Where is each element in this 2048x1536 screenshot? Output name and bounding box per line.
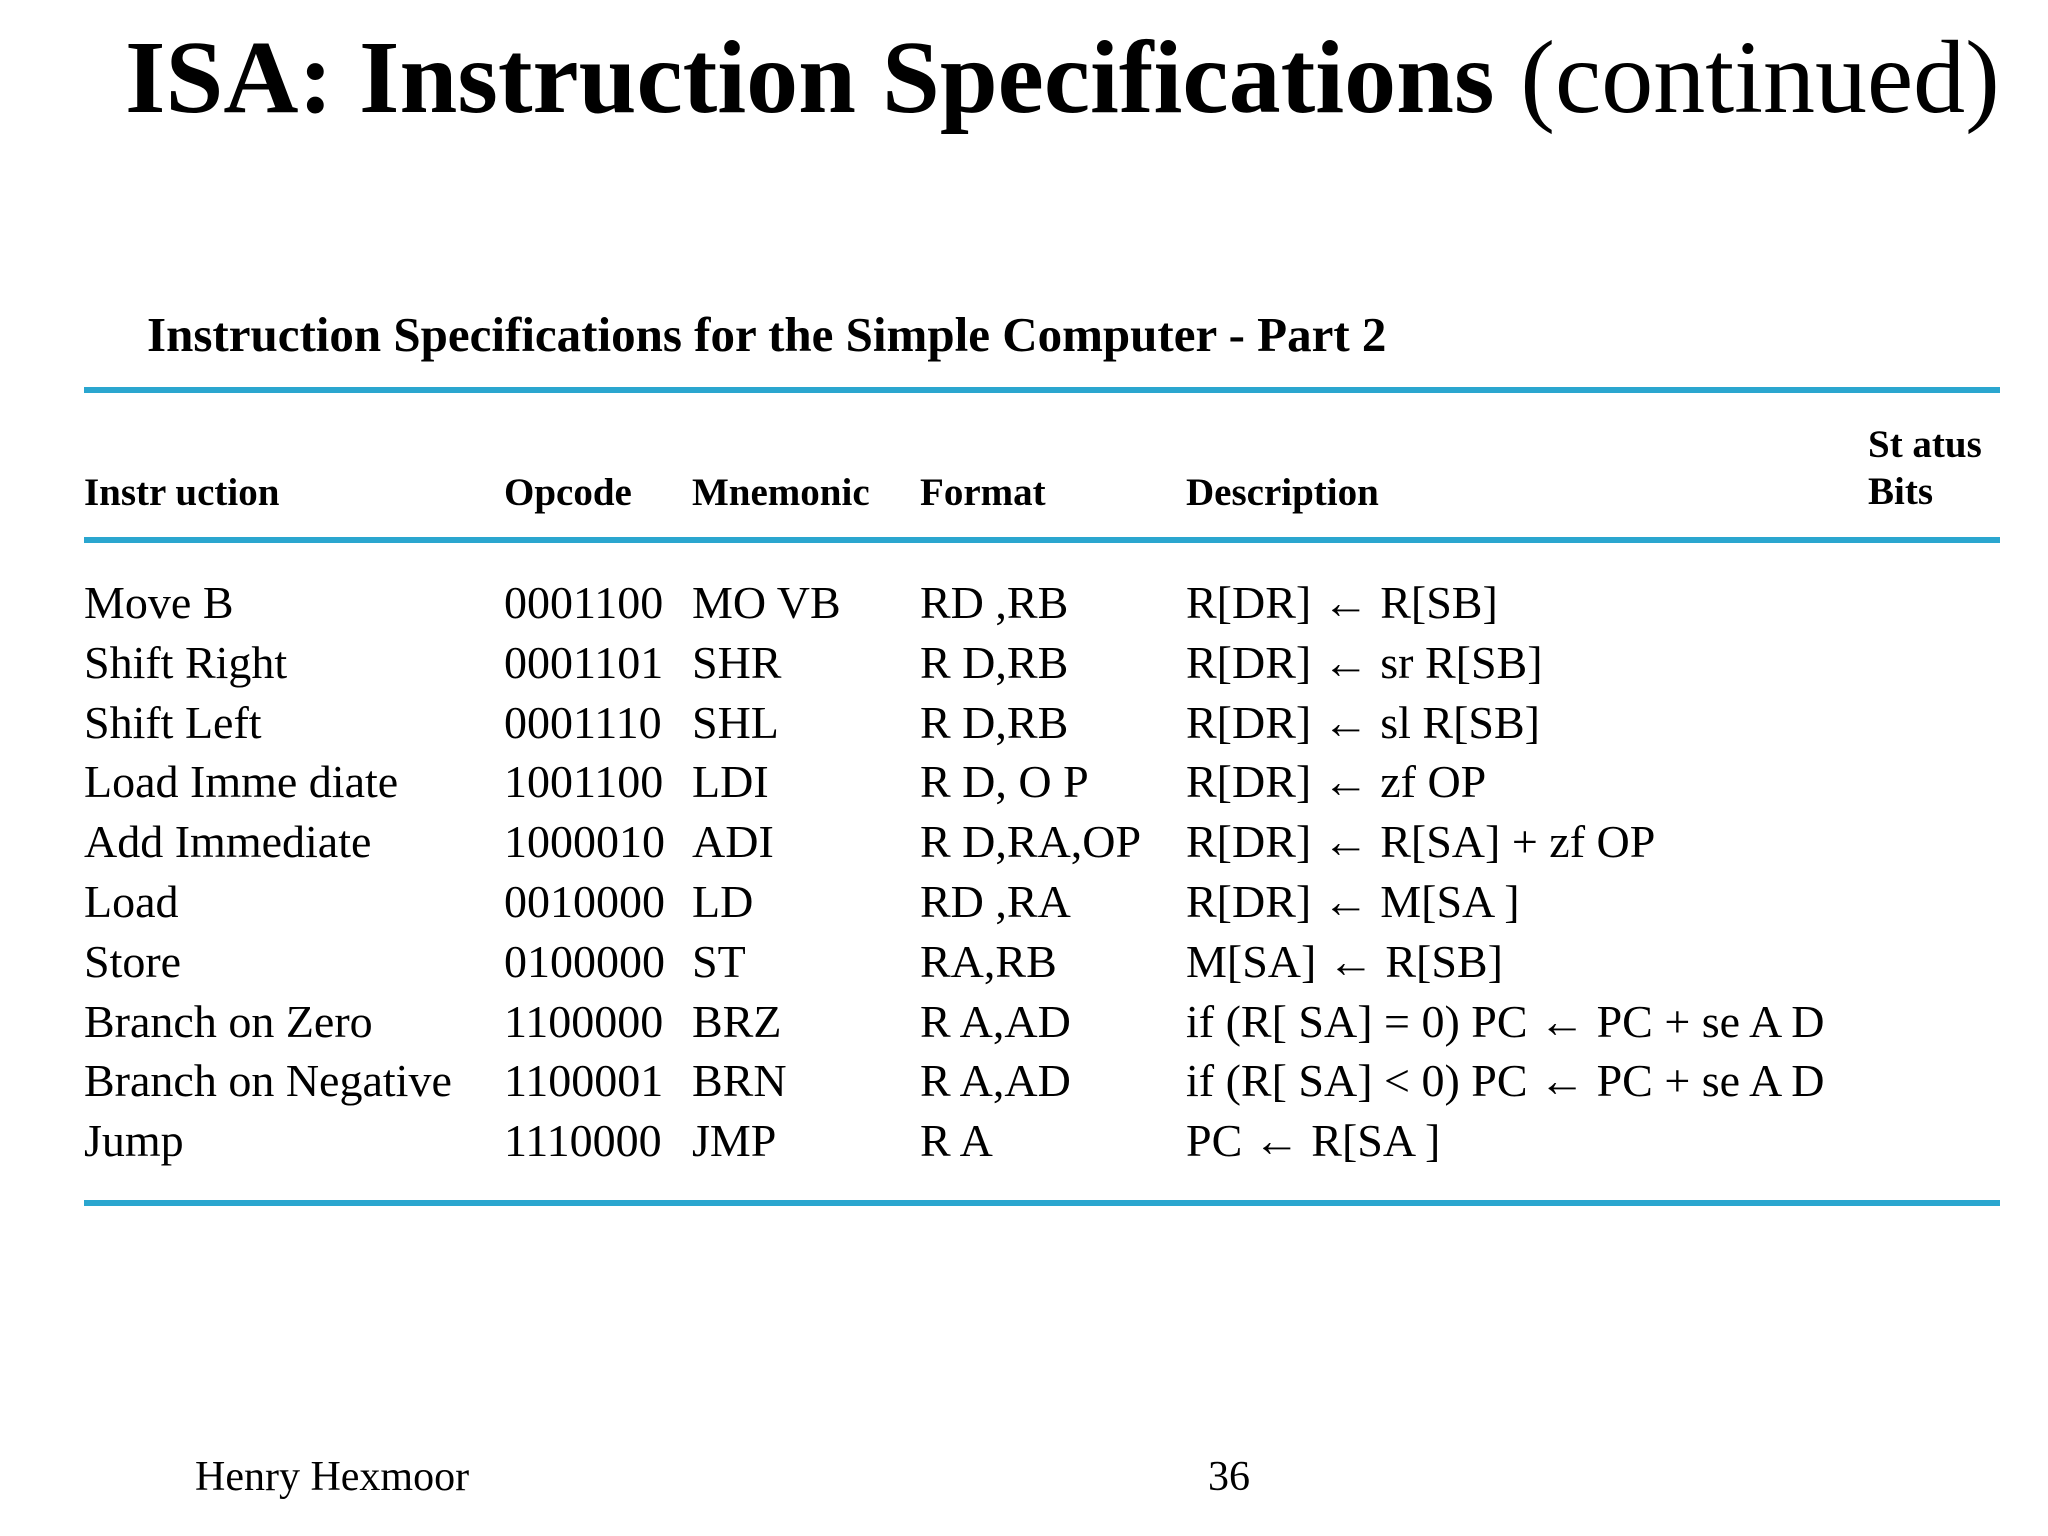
cell-description: M[SA] ← R[SB] <box>1186 935 1503 987</box>
cell-instruction: Move B <box>84 577 234 628</box>
cell-mnemonic: LDI <box>692 756 769 808</box>
table-row <box>0 812 2048 872</box>
table-row <box>0 633 2048 693</box>
cell-format: RA,RB <box>920 935 1057 987</box>
footer-author: Henry Hexmoor <box>195 1454 470 1500</box>
cell-opcode: 1110000 <box>504 1115 662 1167</box>
cell-description: R[DR] ← M[SA ] <box>1186 875 1520 927</box>
table-rule-header <box>84 537 2000 543</box>
header-status-line1: St atus <box>1868 423 1982 466</box>
header-instruction: Instr uction <box>84 471 280 514</box>
cell-mnemonic: JMP <box>692 1115 777 1167</box>
cell-opcode: 1001100 <box>504 756 664 808</box>
table-header <box>0 420 2048 520</box>
cell-description: R[DR] ← R[SB] <box>1186 577 1498 628</box>
cell-opcode: 0001110 <box>504 696 662 748</box>
table-row <box>0 932 2048 992</box>
table-row <box>0 1111 2048 1171</box>
table-body <box>0 573 2048 1171</box>
cell-format: R D,RB <box>920 636 1069 688</box>
cell-description: R[DR] ← R[SA] + zf OP <box>1186 816 1656 868</box>
cell-instruction: Add Immediate <box>84 816 372 868</box>
cell-opcode: 0100000 <box>504 935 665 987</box>
page-number: 36 <box>1208 1454 1250 1500</box>
table-row <box>0 573 2048 633</box>
cell-description: R[DR] ← sr R[SB] <box>1186 636 1543 688</box>
cell-instruction: Branch on Zero <box>84 995 373 1047</box>
cell-opcode: 1100000 <box>504 995 664 1047</box>
cell-opcode: 0010000 <box>504 875 665 927</box>
table-title: Instruction Specifications for the Simple Computer - Part 2 <box>147 307 1387 362</box>
cell-description: if (R[ SA] < 0) PC ← PC + se A D <box>1186 1055 1825 1107</box>
slide-title <box>125 18 2000 138</box>
cell-instruction: Shift Right <box>84 636 288 688</box>
header-format: Format <box>920 471 1046 514</box>
slide-title-suffix: (continued) <box>1520 20 2000 135</box>
cell-format: R D,RB <box>920 696 1069 748</box>
cell-format: R D,RA,OP <box>920 816 1142 868</box>
cell-instruction: Branch on Negative <box>84 1055 452 1107</box>
cell-mnemonic: ADI <box>692 816 774 868</box>
table-row <box>0 1051 2048 1111</box>
cell-format: R A <box>920 1115 993 1167</box>
header-status-line2: Bits <box>1868 469 1934 513</box>
cell-opcode: 1100001 <box>504 1055 664 1107</box>
cell-description: R[DR] ← zf OP <box>1186 756 1487 808</box>
cell-mnemonic: SHR <box>692 636 782 688</box>
header-mnemonic: Mnemonic <box>692 471 870 514</box>
cell-mnemonic: BRN <box>692 1055 787 1107</box>
cell-format: R D, O P <box>920 756 1089 808</box>
cell-mnemonic: LD <box>692 875 754 927</box>
header-status-bits <box>1868 422 1982 516</box>
cell-format: RD ,RA <box>920 875 1071 927</box>
cell-opcode: 0001100 <box>504 577 664 628</box>
cell-description: PC ← R[SA ] <box>1186 1115 1441 1167</box>
cell-instruction: Load Imme diate <box>84 756 399 808</box>
cell-instruction: Jump <box>84 1115 184 1167</box>
cell-instruction: Load <box>84 875 179 927</box>
table-row <box>0 992 2048 1052</box>
cell-mnemonic: BRZ <box>692 995 782 1047</box>
table-row <box>0 752 2048 812</box>
cell-format: R A,AD <box>920 1055 1071 1107</box>
cell-description: if (R[ SA] = 0) PC ← PC + se A D <box>1186 995 1825 1047</box>
table-row <box>0 693 2048 753</box>
cell-mnemonic: MO VB <box>692 577 841 628</box>
slide-title-main: ISA: Instruction Specifications <box>125 20 1495 135</box>
cell-mnemonic: SHL <box>692 696 779 748</box>
cell-opcode: 1000010 <box>504 816 665 868</box>
cell-instruction: Shift Left <box>84 696 262 748</box>
cell-instruction: Store <box>84 935 182 987</box>
table-row <box>0 872 2048 932</box>
cell-opcode: 0001101 <box>504 636 664 688</box>
cell-mnemonic: ST <box>692 935 746 987</box>
header-description: Description <box>1186 471 1379 514</box>
cell-description: R[DR] ← sl R[SB] <box>1186 696 1540 748</box>
cell-format: R A,AD <box>920 995 1071 1047</box>
header-opcode: Opcode <box>504 471 632 514</box>
table-rule-bottom <box>84 1200 2000 1206</box>
table-rule-top <box>84 387 2000 393</box>
cell-format: RD ,RB <box>920 577 1069 628</box>
